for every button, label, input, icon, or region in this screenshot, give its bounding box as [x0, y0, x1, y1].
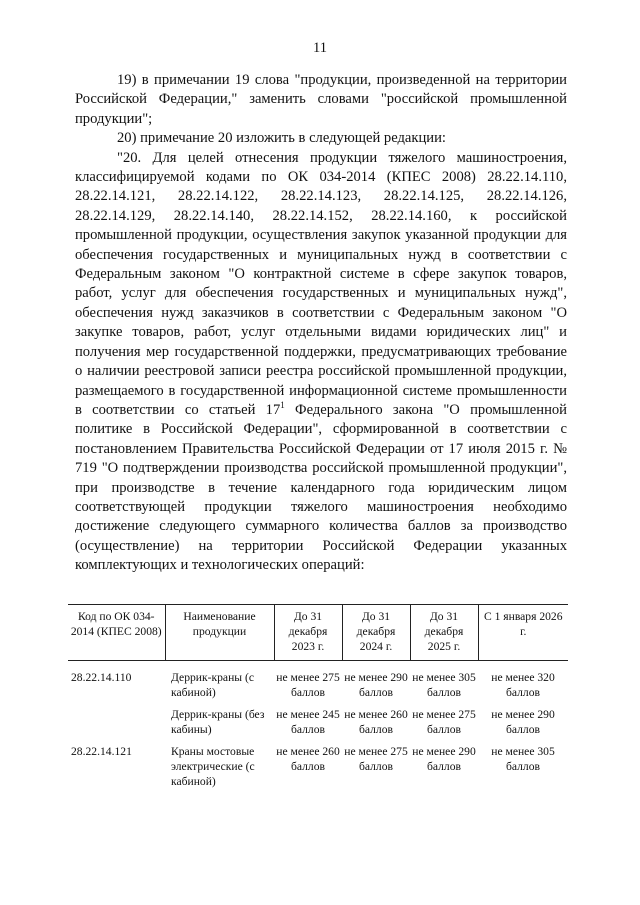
table-row	[68, 737, 568, 789]
paragraph-19: 19) в примечании 19 слова "продукции, произведенной на территории Российской Федерации," заменить словами "российской промышленной продукции";	[75, 72, 567, 127]
header-2025: До 31 декабря 2025 г.	[410, 605, 478, 661]
header-2024: До 31 декабря 2024 г.	[342, 605, 410, 661]
note-20-text-part1: "20. Для целей отнесения продукции тяжелого машиностроения, классифицируемой кодами по ОК 034-2014 (КПЕС 2008) 28.22.14.110, 28.22.14.121, 28.22.14.122, 28.22.14.123, 28.22.14.125, 28.22.14.126, 28.22.14.129, 28.22.14.140, 28.22.14.152, 28.22.14.160, к российской промышленной продукции, осуществления закупок указанной продукции для обеспечения государственных и муниципальных нужд в соответствии с Федеральным законом "О контрактной системе в сфере закупок товаров, работ, услуг для обеспечения государственных и муниципальных нужд", обеспечения нужд заказчиков в соответствии с Федеральным законом "О закупке товаров, работ, услуг отдельными видами юридических лиц" и получения мер государственной поддержки, предусматривающих требование о наличии реестровой записи реестра российской промышленной продукции, размещаемого в государственной информационной системе промышленности в соответствии со статьей 17	[75, 149, 567, 418]
cell-code	[68, 700, 165, 737]
paragraph-20: 20) примечание 20 изложить в следующей редакции:	[117, 130, 446, 147]
superscript: 1	[280, 400, 285, 411]
cell-name: Деррик-краны (без кабины)	[171, 708, 265, 736]
cell-2026: не менее 320 баллов	[491, 671, 555, 699]
header-code: Код по ОК 034-2014 (КПЕС 2008)	[68, 605, 165, 661]
cell-code: 28.22.14.110	[71, 671, 132, 684]
note-20-text	[75, 149, 567, 576]
document-body	[75, 71, 567, 576]
cell-code: 28.22.14.121	[71, 745, 132, 758]
cell-2026: не менее 305 баллов	[491, 745, 555, 773]
cell-2023: не менее 260 баллов	[276, 745, 340, 773]
header-2023: До 31 декабря 2023 г.	[274, 605, 342, 661]
table-header-row	[68, 605, 568, 661]
table-row	[68, 661, 568, 701]
table-row	[68, 700, 568, 737]
cell-2024: не менее 260 баллов	[344, 708, 408, 736]
cell-2025: не менее 290 баллов	[412, 745, 476, 773]
cell-name: Деррик-краны (с кабиной)	[171, 671, 254, 699]
note-20-text-part2: Федерального закона "О промышленной политике в Российской Федерации", сформированной в соответствии с постановлением Правительства Российской Федерации от 17 июля 2015 г. № 719 "О подтверждении производства российской промышленной продукции", при производстве в течение календарного года юридическим лицом соответствующей продукции тяжелого машиностроения необходимо достижение следующего суммарного количества баллов за производство (осуществление) на территории Российской Федерации указанных комплектующих и технологических операций:	[75, 401, 567, 574]
header-name: Наименование продукции	[165, 605, 274, 661]
cell-2023: не менее 245 баллов	[276, 708, 340, 736]
cell-2026: не менее 290 баллов	[491, 708, 555, 736]
points-table-wrapper	[68, 604, 568, 789]
cell-2023: не менее 275 баллов	[276, 671, 340, 699]
points-table	[68, 604, 568, 789]
header-2026: С 1 января 2026 г.	[478, 605, 568, 661]
cell-2025: не менее 275 баллов	[412, 708, 476, 736]
page-number: 11	[313, 40, 327, 56]
cell-name: Краны мостовые электрические (с кабиной)	[171, 745, 255, 788]
cell-2024: не менее 290 баллов	[344, 671, 408, 699]
cell-2025: не менее 305 баллов	[412, 671, 476, 699]
cell-2024: не менее 275 баллов	[344, 745, 408, 773]
